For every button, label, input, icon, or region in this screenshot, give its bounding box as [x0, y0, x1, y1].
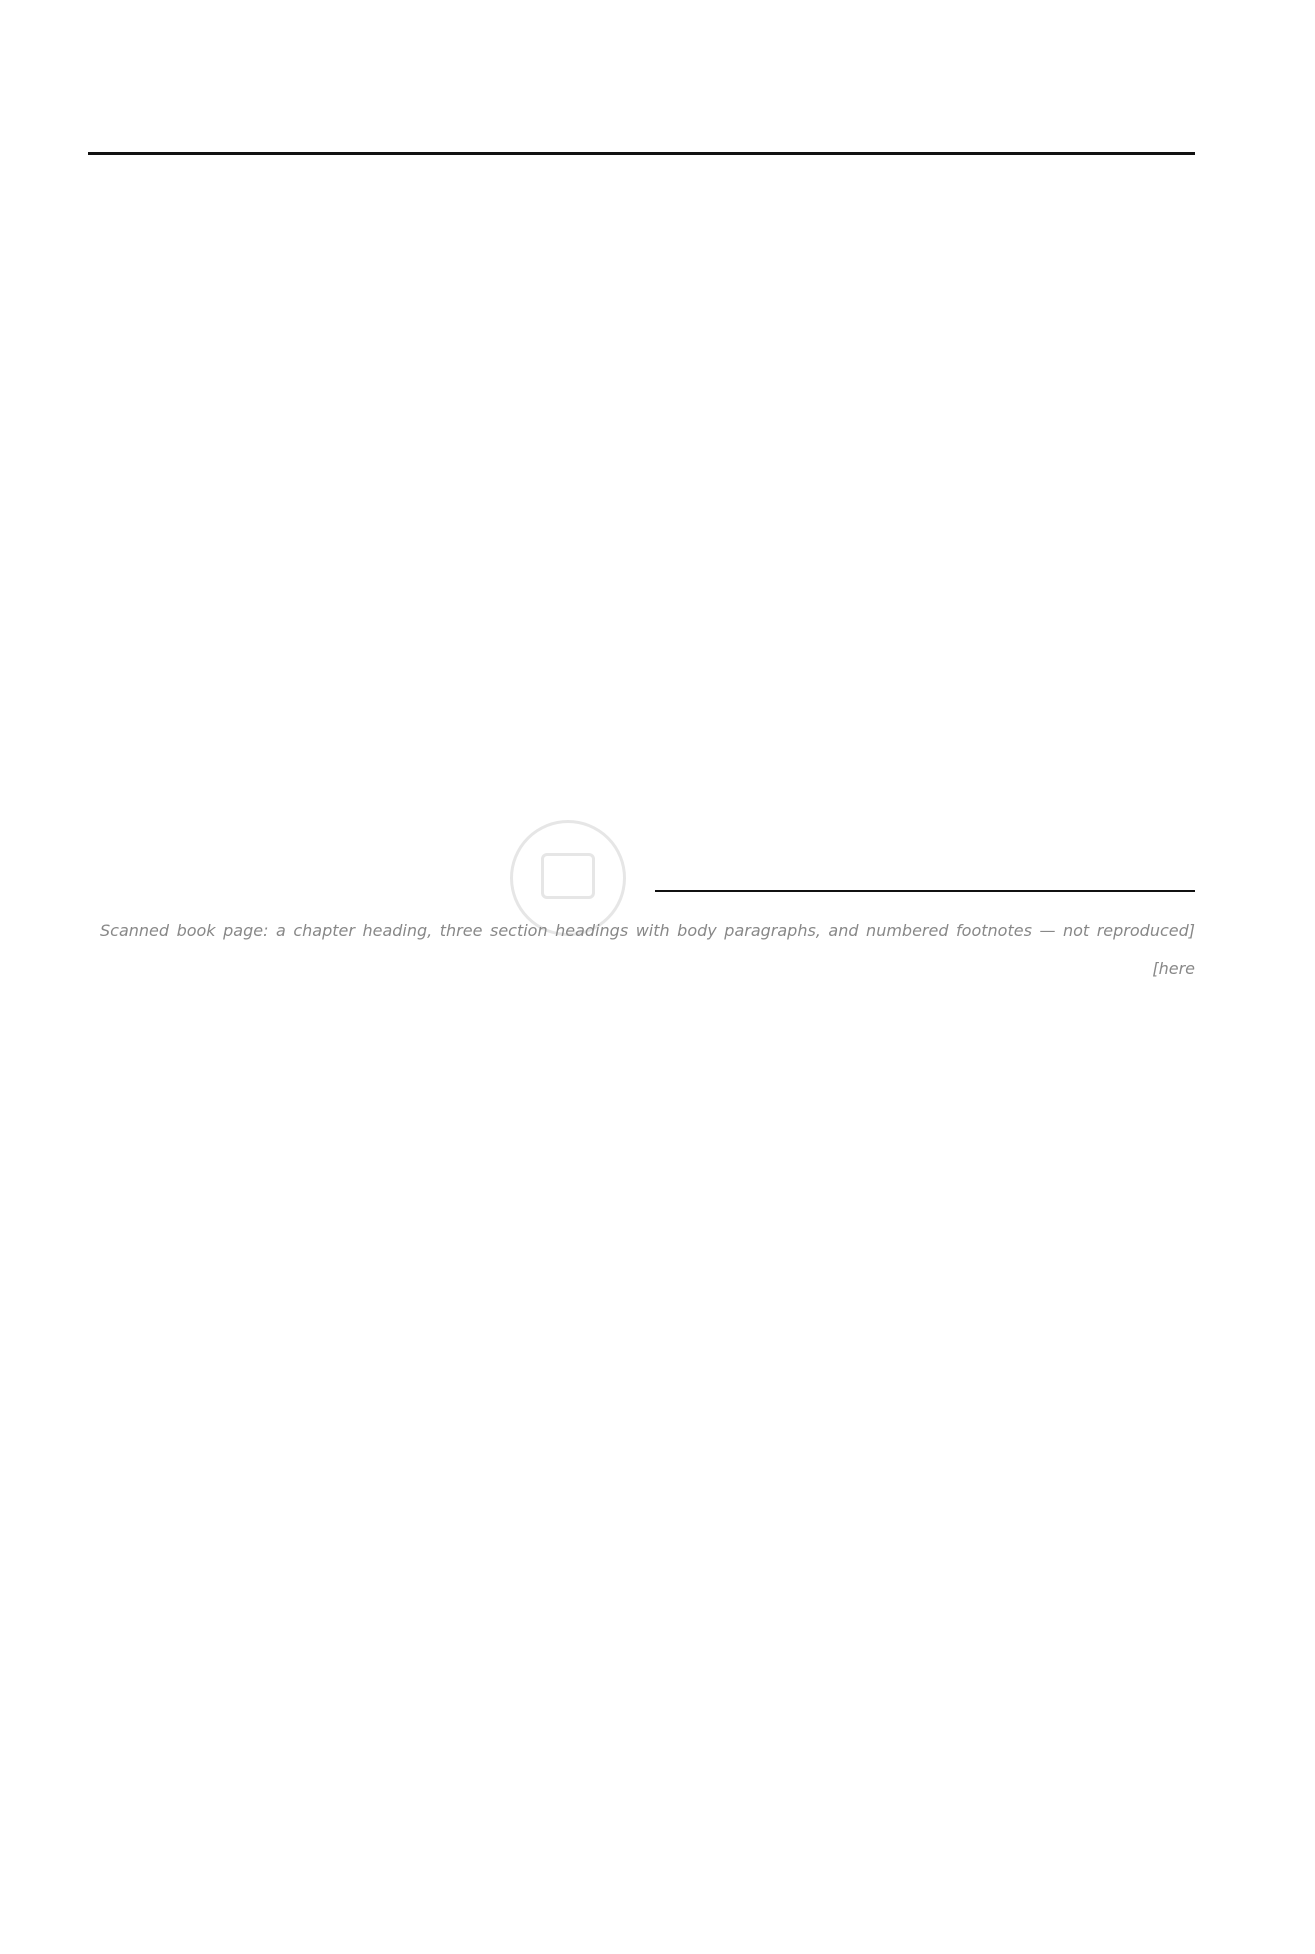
running-head	[88, 92, 1195, 155]
footnotes	[100, 912, 1195, 992]
footnote-placeholder: [Scanned book page: a chapter heading, three section headings with body paragraphs, and numbered footnotes — not reproduced here]	[100, 921, 1195, 978]
footnote-rule	[655, 890, 1195, 892]
main-text	[100, 180, 1195, 206]
stamp-book-icon	[541, 853, 595, 899]
